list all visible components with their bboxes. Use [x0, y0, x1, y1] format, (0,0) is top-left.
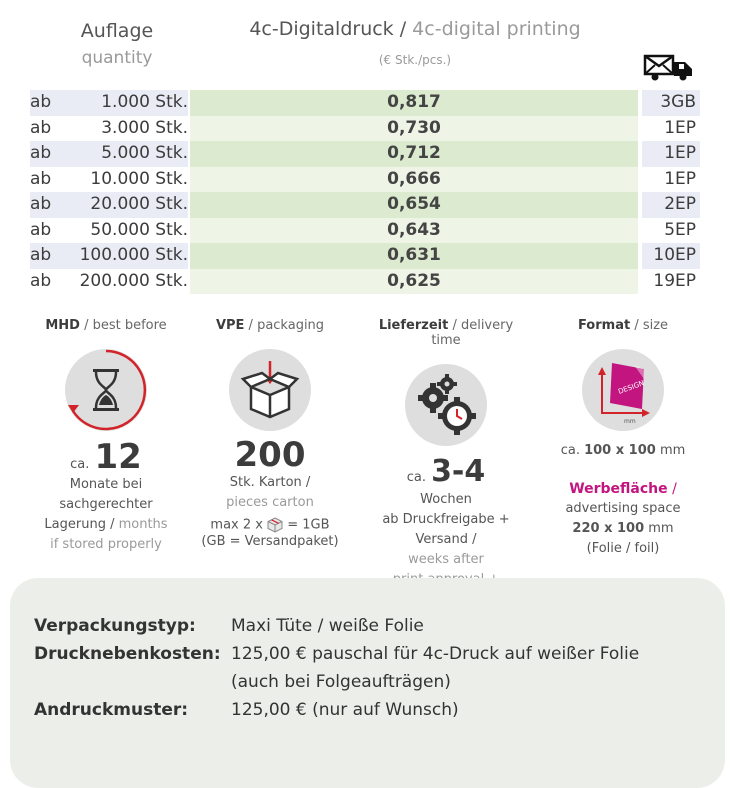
ab-label: ab	[30, 168, 52, 189]
ab-label: ab	[30, 270, 52, 291]
table-row	[30, 116, 700, 142]
shipping-cell: 1EP	[642, 141, 700, 167]
quantity-header	[62, 20, 172, 68]
quantity-cell: 200.000 Stk.	[79, 270, 188, 291]
print-header-en: 4c-digital printing	[406, 18, 581, 40]
delivery-column	[366, 318, 526, 610]
ad-size-unit: mm	[644, 521, 674, 536]
delivery-title-de: Lieferzeit	[378, 318, 449, 333]
vpe-circle	[229, 349, 311, 431]
ab-label: ab	[30, 219, 52, 240]
format-title-en: / size	[630, 318, 669, 333]
vpe-line2: pieces carton	[226, 495, 314, 510]
ad-material: (Folie / foil)	[586, 541, 660, 556]
delivery-line1: Wochen	[420, 492, 472, 507]
shipping-cell: 10EP	[642, 243, 700, 269]
table-row	[30, 90, 700, 116]
price-cell: 0,654	[190, 192, 638, 218]
format-icon-mm-label: mm	[624, 418, 636, 425]
ab-label: ab	[30, 141, 60, 167]
table-row	[30, 141, 700, 167]
delivery-circle	[405, 364, 487, 446]
table-row	[30, 192, 700, 218]
price-cell: 0,817	[190, 90, 638, 116]
format-size: 100 x 100	[584, 443, 656, 458]
ab-label: ab	[30, 243, 60, 269]
info-label: Drucknebenkosten:	[34, 644, 221, 664]
ad-size: 220 x 100	[572, 521, 645, 536]
delivery-prefix: ca.	[406, 470, 426, 485]
mhd-title-de: MHD	[45, 318, 80, 333]
mhd-circle	[65, 349, 147, 431]
format-size-icon	[582, 349, 664, 431]
vpe-line3a: max 2 x	[210, 517, 263, 533]
quantity-header-en: quantity	[81, 48, 153, 68]
vpe-value-line	[190, 437, 350, 473]
delivery-line3: weeks after	[408, 552, 484, 567]
info-label: Verpackungstyp:	[34, 616, 196, 636]
shipping-cell: 1EP	[664, 168, 696, 189]
price-cell: 0,666	[190, 167, 638, 193]
quantity-cell: 3.000 Stk.	[101, 117, 188, 138]
ad-title-line	[543, 479, 703, 499]
mhd-line1: Monate bei	[69, 477, 143, 492]
ad-title-en: advertising space	[565, 501, 681, 516]
delivery-value: 3-4	[431, 454, 486, 489]
delivery-title-en: / delivery time	[431, 318, 514, 348]
delivery-value-line	[366, 454, 526, 490]
quantity-cell: 5.000 Stk.	[60, 141, 188, 167]
format-size-prefix: ca.	[560, 443, 580, 458]
mhd-column	[26, 318, 186, 555]
box-icon	[229, 349, 311, 431]
vpe-title-en: / packaging	[244, 318, 325, 333]
ad-title-de: Werbefläche	[569, 481, 668, 497]
table-row	[30, 243, 700, 269]
shipping-cell: 19EP	[653, 270, 696, 291]
shipping-cell: 1EP	[664, 117, 696, 138]
mhd-line2: sachgerechter	[59, 497, 153, 512]
ab-label: ab	[30, 117, 52, 138]
mhd-title-en: / best before	[79, 318, 167, 333]
price-cell: 0,730	[190, 116, 638, 142]
format-icon-design-label: DESIGN	[617, 379, 646, 396]
vpe-line3	[190, 517, 350, 534]
vpe-title	[190, 318, 350, 333]
mhd-value-line	[26, 439, 186, 475]
gears-clock-icon	[405, 364, 487, 446]
price-cell: 0,631	[190, 243, 638, 269]
ab-label: ab	[30, 90, 60, 116]
hourglass-icon	[61, 345, 151, 435]
delivery-title	[366, 318, 526, 348]
table-row	[30, 269, 700, 295]
cube-icon	[267, 517, 283, 533]
price-cell: 0,643	[190, 218, 638, 244]
info-value: 125,00 € pauschal für 4c-Druck auf weißer Folie	[231, 644, 640, 664]
print-header	[200, 18, 630, 40]
format-title	[543, 318, 703, 333]
info-value: (auch bei Folgeaufträgen)	[231, 672, 451, 692]
quantity-cell: 20.000 Stk.	[60, 192, 188, 218]
ad-title-slash: /	[667, 481, 677, 497]
info-label: Andruckmuster:	[34, 700, 189, 720]
ad-size-line	[543, 519, 703, 539]
format-size-line	[543, 441, 703, 461]
delivery-line2: ab Druckfreigabe + Versand /	[382, 512, 510, 547]
table-row	[30, 218, 700, 244]
shipping-cell: 5EP	[664, 219, 696, 240]
shipping-cell: 3GB	[642, 90, 700, 116]
vpe-value: 200	[234, 435, 306, 475]
price-cell: 0,712	[190, 141, 638, 167]
info-panel	[10, 578, 725, 788]
print-header-de: 4c-Digitaldruck /	[249, 18, 407, 40]
format-size-unit: mm	[655, 443, 686, 458]
quantity-header-de: Auflage	[80, 20, 154, 42]
quantity-cell: 100.000 Stk.	[60, 243, 188, 269]
shipping-cell: 2EP	[642, 192, 700, 218]
table-row	[30, 167, 700, 193]
ab-label: ab	[30, 192, 60, 218]
vpe-line3b: = 1GB	[287, 517, 330, 533]
vpe-title-de: VPE	[215, 318, 245, 333]
info-value: 125,00 € (nur auf Wunsch)	[231, 700, 459, 720]
mhd-line3-de: Lagerung /	[44, 517, 115, 532]
quantity-cell: 10.000 Stk.	[90, 168, 188, 189]
mhd-title	[26, 318, 186, 333]
vpe-column	[190, 318, 350, 550]
format-title-de: Format	[577, 318, 631, 333]
mhd-line3-en: months	[114, 517, 168, 532]
quantity-cell: 1.000 Stk.	[60, 90, 188, 116]
info-value: Maxi Tüte / weiße Folie	[231, 616, 424, 636]
mhd-value: 12	[94, 437, 142, 477]
unit-header: (€ Stk./pcs.)	[378, 53, 452, 67]
mhd-prefix: ca.	[70, 457, 90, 472]
format-circle	[582, 349, 664, 431]
price-cell: 0,625	[190, 269, 638, 295]
quantity-cell: 50.000 Stk.	[90, 219, 188, 240]
truck-mail-icon	[643, 52, 695, 82]
format-column	[543, 318, 703, 559]
mhd-line4: if stored properly	[50, 537, 162, 552]
mhd-line3	[26, 515, 186, 535]
price-table	[30, 90, 700, 294]
vpe-line1: Stk. Karton /	[229, 475, 311, 490]
vpe-line4: (GB = Versandpaket)	[201, 533, 339, 549]
